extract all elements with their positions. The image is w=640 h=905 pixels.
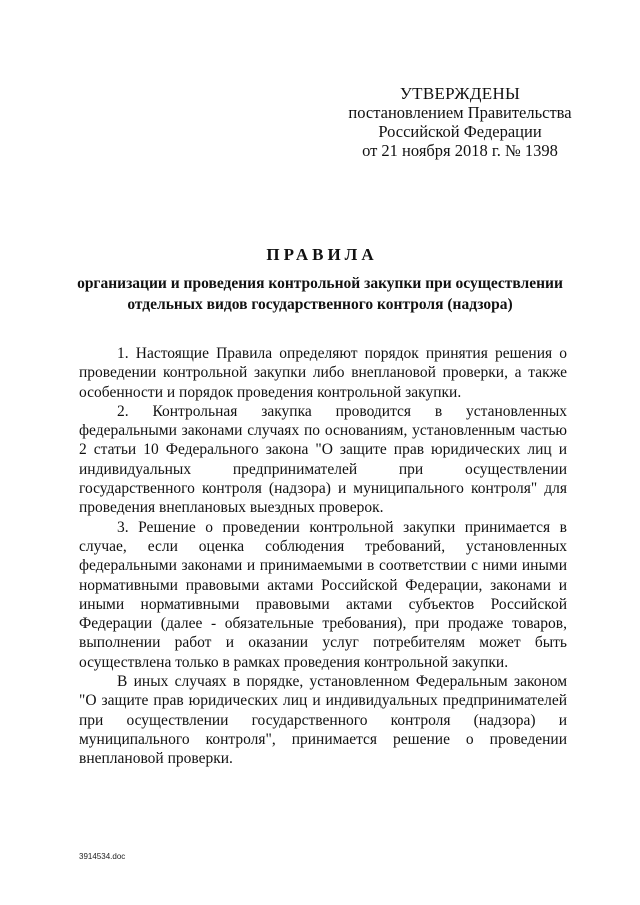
approval-line-1: постановлением Правительства	[348, 103, 572, 122]
paragraph-2: 2. Контрольная закупка проводится в установленных федеральными законами случаях по основаниям, установленным частью 2 статьи 10 Федерального закона "О защите прав юридических лиц и индивидуальных предпринимателей при осуществлении государственного контроля (надзора) и муниципального контроля" для проведения внеплановых выездных проверок.	[79, 402, 567, 517]
approval-heading: УТВЕРЖДЕНЫ	[399, 84, 521, 103]
approval-block	[330, 84, 590, 160]
approval-line-2: Российской Федерации	[378, 122, 542, 141]
approval-line-3: от 21 ноября 2018 г. № 1398	[362, 141, 558, 160]
document-subtitle	[60, 273, 580, 315]
paragraph-3: 3. Решение о проведении контрольной закупки принимается в случае, если оценка соблюдения требований, установленных федеральными законами и принимаемыми в соответствии с ними иными нормативными правовыми актами Российской Федерации, законами и иными нормативными правовыми актами субъектов Российской Федерации (далее - обязательные требования), при продаже товаров, выполнении работ и оказании услуг потребителям может быть осуществлена только в рамках проведения контрольной закупки.	[79, 518, 567, 671]
paragraph-4: В иных случаях в порядке, установленном Федеральным законом "О защите прав юридических лиц и индивидуальных предпринимателей при осуществлении государственного контроля (надзора) и муниципального контроля", принимается решение о проведении внеплановой проверки.	[79, 673, 567, 768]
paragraph-1: 1. Настоящие Правила определяют порядок принятия решения о проведении контрольной закупки либо внеплановой проверки, а также особенности и порядок проведения контрольной закупки.	[79, 345, 567, 401]
subtitle-line-1: организации и проведения контрольной закупки при осуществлении	[77, 275, 563, 292]
document-body	[79, 344, 567, 769]
document-title: ПРАВИЛА	[266, 245, 378, 264]
file-id-footer: 3914534.doc	[79, 852, 126, 861]
subtitle-line-2: отдельных видов государственного контроля (надзора)	[127, 296, 513, 313]
